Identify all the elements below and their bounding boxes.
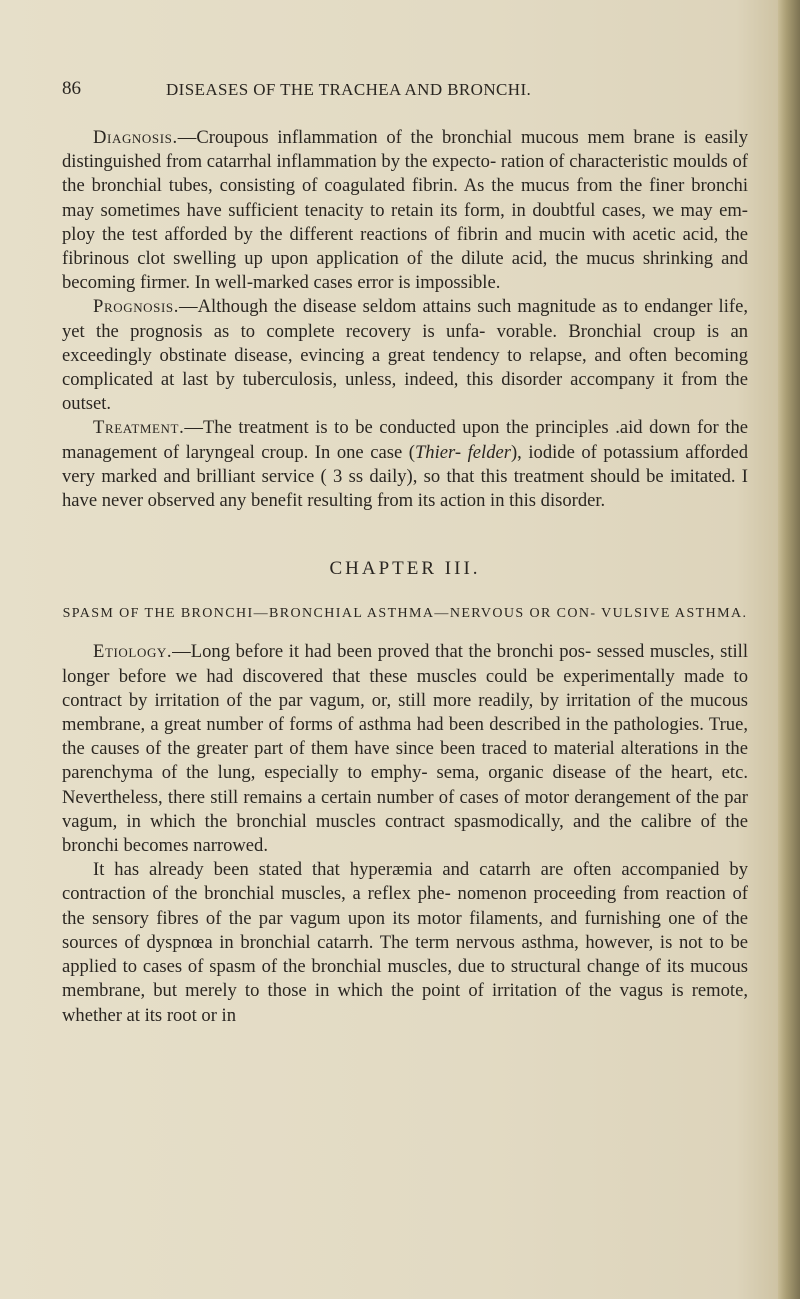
chapter-subtitle: SPASM OF THE BRONCHI—BRONCHIAL ASTHMA—NERVOUS OR CON- VULSIVE ASTHMA. xyxy=(62,606,748,622)
diagnosis-paragraph xyxy=(62,126,748,295)
prognosis-text: —Although the disease seldom attains such magnitude as to endanger life, yet the prognosis as to complete recovery is unfa- vorable. Bronchial croup is an exceedingly obstinate disease, evincing a great tendency to relapse, and often becoming complicated at last by tuberculosis, unless, indeed, this disorder accompany it from the outset. xyxy=(62,296,748,415)
diagnosis-heading: Diagnosis. xyxy=(93,127,178,148)
etiology-paragraph xyxy=(62,640,748,858)
prognosis-paragraph xyxy=(62,295,748,416)
treatment-text-after: ), iodide of potassium afforded very marked and brilliant service ( 3 ss daily), so that this treatment should be imitated. I have never observed any benefit resulting from its action in this disorder. xyxy=(62,441,748,512)
page-edge-shadow xyxy=(778,0,800,1299)
treatment-paragraph xyxy=(62,416,748,513)
page-number: 86 xyxy=(62,78,81,99)
etiology-heading: Etiology. xyxy=(93,641,173,663)
body-text xyxy=(62,126,748,1028)
diagnosis-text: —Croupous inflammation of the bronchial mucous mem brane is easily distinguished from catarrhal inflammation by the expecto- ration of characteristic moulds of the bronchial tubes, consisting of coagulated fibrin. As the mucus from the finer bronchi may sometimes have sufficient tenacity to retain its form, in doubtful cases, we may em- ploy the test afforded by the different reactions of fibrin and mucin with acetic acid, the fibrinous clot swelling up upon application of the dilute acid, the mucus shrinking and becoming firmer. In well-marked cases error is impossible. xyxy=(62,127,748,294)
treatment-text-before: —The treatment is to be conducted upon the principles .aid down for the management of laryngeal croup. In one case ( xyxy=(62,417,748,463)
etiology-text: —Long before it had been proved that the bronchi pos- sessed muscles, still longer before we had discovered that these muscles could be experimentally made to contract by irritation of the par vagum, or, still more readily, by irritation of the mucous membrane, a great number of forms of asthma had been described in the pathologies. True, the causes of the greater part of them have since been traced to material alterations in the parenchyma of the lung, especially to emphy- sema, organic disease of the heart, etc. Nevertheless, there still remains a certain number of cases of motor derangement of the par vagum, in which the bronchial muscles contract spasmodically, and the calibre of the bronchi becomes narrowed. xyxy=(62,641,748,857)
prognosis-heading: Prognosis. xyxy=(93,296,180,318)
chapter-title: CHAPTER III. xyxy=(329,558,481,580)
running-title: DISEASES OF THE TRACHEA AND BRONCHI. xyxy=(166,80,532,99)
treatment-cited-name: Thier- felder xyxy=(414,441,511,463)
treatment-heading: Treatment. xyxy=(93,417,185,439)
page-header xyxy=(62,78,742,108)
hyperaemia-paragraph: It has already been stated that hyperæmia and catarrh are often accompanied by contraction of the bronchial muscles, a reflex phe- nomenon proceeding from reaction of the sensory fibres of the par vagum upon its motor filaments, and furnishing one of the sources of dyspnœa in bronchial catarrh. The term nervous asthma, however, is not to be applied to cases of spasm of the bronchial muscles, due to structural change of its mucous membrane, but merely to those in which the point of irritation of the vagus is remote, whether at its root or in xyxy=(62,859,748,1026)
